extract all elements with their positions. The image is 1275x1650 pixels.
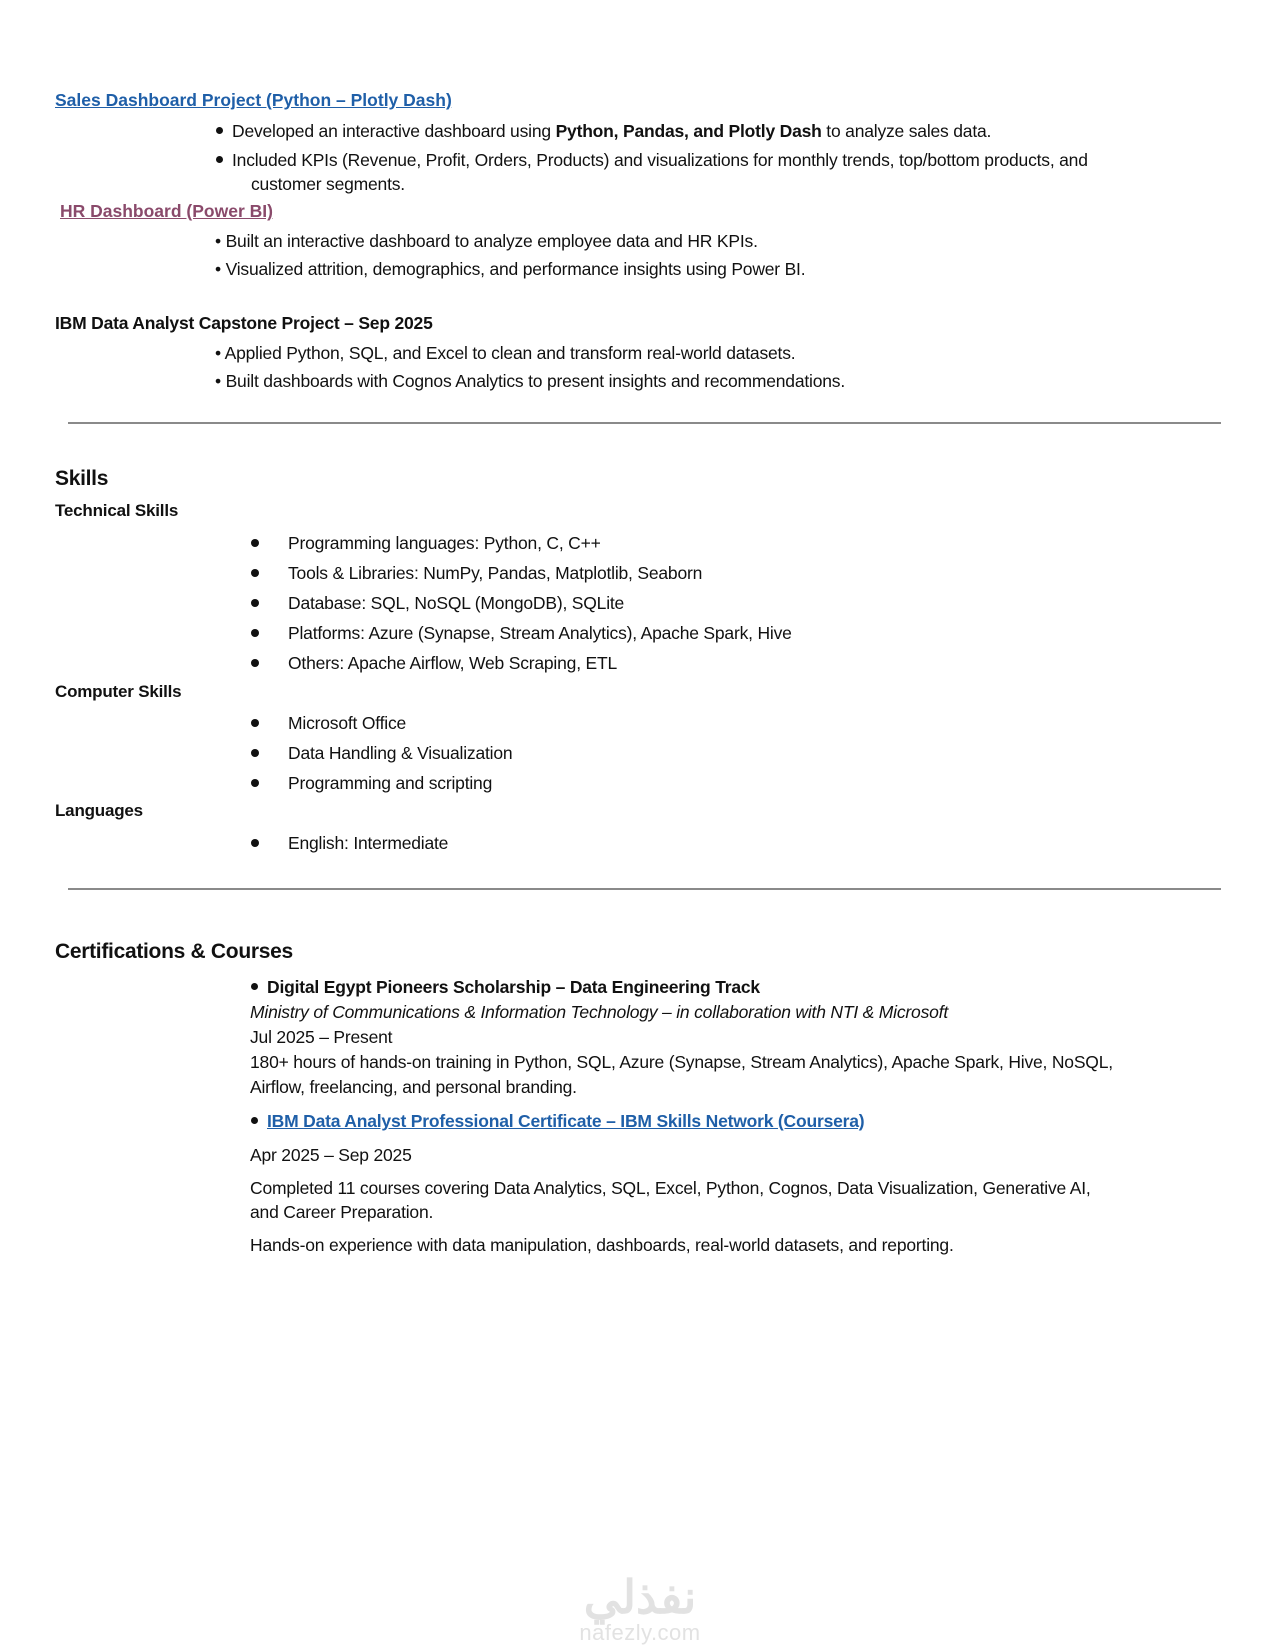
section-divider bbox=[68, 888, 1221, 890]
technical-skill-item: Database: SQL, NoSQL (MongoDB), SQLite bbox=[288, 593, 625, 613]
watermark-arabic-logo: نفذلي bbox=[583, 1571, 697, 1623]
ibm-description-line-3: Hands-on experience with data manipulation, dashboards, real-world datasets, and reporting. bbox=[250, 1235, 954, 1255]
ibm-certificate-dates: Apr 2025 – Sep 2025 bbox=[250, 1145, 412, 1165]
sales-bullet-2-continuation: customer segments. bbox=[251, 174, 405, 194]
sales-bullet-1-text-post: to analyze sales data. bbox=[821, 121, 992, 141]
depi-description-line-2: Airflow, freelancing, and personal branding. bbox=[250, 1077, 577, 1097]
depi-title bbox=[251, 975, 760, 999]
technical-skill-item: Programming languages: Python, C, C++ bbox=[288, 533, 601, 553]
computer-skill-item: Microsoft Office bbox=[288, 713, 407, 733]
technical-skill-item: Tools & Libraries: NumPy, Pandas, Matplotlib, Seaborn bbox=[288, 563, 703, 583]
bullet-icon bbox=[251, 569, 259, 577]
hr-dashboard-link[interactable]: HR Dashboard (Power BI) bbox=[60, 201, 273, 221]
skills-heading: Skills bbox=[55, 467, 109, 490]
sales-bullet-1-text-bold: Python, Pandas, and Plotly Dash bbox=[555, 121, 822, 141]
bullet-icon bbox=[251, 599, 259, 607]
sales-dashboard-project-link[interactable]: Sales Dashboard Project (Python – Plotly Dash) bbox=[55, 90, 452, 110]
hr-bullet-2: • Visualized attrition, demographics, and performance insights using Power BI. bbox=[215, 259, 806, 279]
technical-skills-heading: Technical Skills bbox=[55, 501, 179, 520]
ibm-description-line-1: Completed 11 courses covering Data Analytics, SQL, Excel, Python, Cognos, Data Visualization, Generative AI, bbox=[250, 1178, 1091, 1198]
technical-skill-item: Platforms: Azure (Synapse, Stream Analytics), Apache Spark, Hive bbox=[288, 623, 792, 643]
sales-bullet-1 bbox=[216, 119, 991, 143]
ibm-description-line-2: and Career Preparation. bbox=[250, 1202, 434, 1222]
computer-skill-item: Data Handling & Visualization bbox=[288, 743, 513, 763]
section-divider bbox=[68, 422, 1221, 424]
depi-title-text: Digital Egypt Pioneers Scholarship – Data Engineering Track bbox=[267, 977, 760, 997]
depi-organization: Ministry of Communications & Information Technology – in collaboration with NTI & Microsoft bbox=[250, 1002, 948, 1022]
bullet-icon bbox=[251, 719, 259, 727]
sales-bullet-2-text: Included KPIs (Revenue, Profit, Orders, Products) and visualizations for monthly trends, top/bottom products, and bbox=[232, 150, 1088, 170]
computer-skill-item: Programming and scripting bbox=[288, 773, 493, 793]
certifications-heading: Certifications & Courses bbox=[55, 940, 293, 963]
bullet-icon bbox=[216, 156, 223, 163]
ibm-certificate-link[interactable]: IBM Data Analyst Professional Certificate – IBM Skills Network (Coursera) bbox=[267, 1111, 865, 1131]
depi-dates: Jul 2025 – Present bbox=[250, 1027, 393, 1047]
bullet-icon bbox=[216, 127, 223, 134]
bullet-icon bbox=[251, 839, 259, 847]
language-item: English: Intermediate bbox=[288, 833, 449, 853]
languages-heading: Languages bbox=[55, 801, 143, 820]
technical-skill-item: Others: Apache Airflow, Web Scraping, ETL bbox=[288, 653, 618, 673]
sales-bullet-1-text-pre: Developed an interactive dashboard using bbox=[232, 121, 556, 141]
bullet-icon bbox=[251, 629, 259, 637]
ibm-certificate-item bbox=[251, 1109, 864, 1133]
bullet-icon bbox=[251, 749, 259, 757]
depi-description-line-1: 180+ hours of hands-on training in Python, SQL, Azure (Synapse, Stream Analytics), Apache Spark, Hive, NoSQL, bbox=[250, 1052, 1113, 1072]
ibm-capstone-title: IBM Data Analyst Capstone Project – Sep 2025 bbox=[55, 313, 433, 333]
computer-skills-heading: Computer Skills bbox=[55, 682, 182, 701]
watermark-latin-text: nafezly.com bbox=[579, 1620, 701, 1645]
capstone-bullet-1: • Applied Python, SQL, and Excel to clean and transform real-world datasets. bbox=[215, 343, 796, 363]
sales-bullet-2 bbox=[216, 148, 1088, 172]
capstone-bullet-2: • Built dashboards with Cognos Analytics to present insights and recommendations. bbox=[215, 371, 846, 391]
bullet-icon bbox=[251, 539, 259, 547]
bullet-icon bbox=[251, 983, 258, 990]
hr-bullet-1: • Built an interactive dashboard to analyze employee data and HR KPIs. bbox=[215, 231, 758, 251]
bullet-icon bbox=[251, 1117, 258, 1124]
bullet-icon bbox=[251, 659, 259, 667]
bullet-icon bbox=[251, 779, 259, 787]
nafezly-watermark bbox=[540, 1572, 740, 1644]
